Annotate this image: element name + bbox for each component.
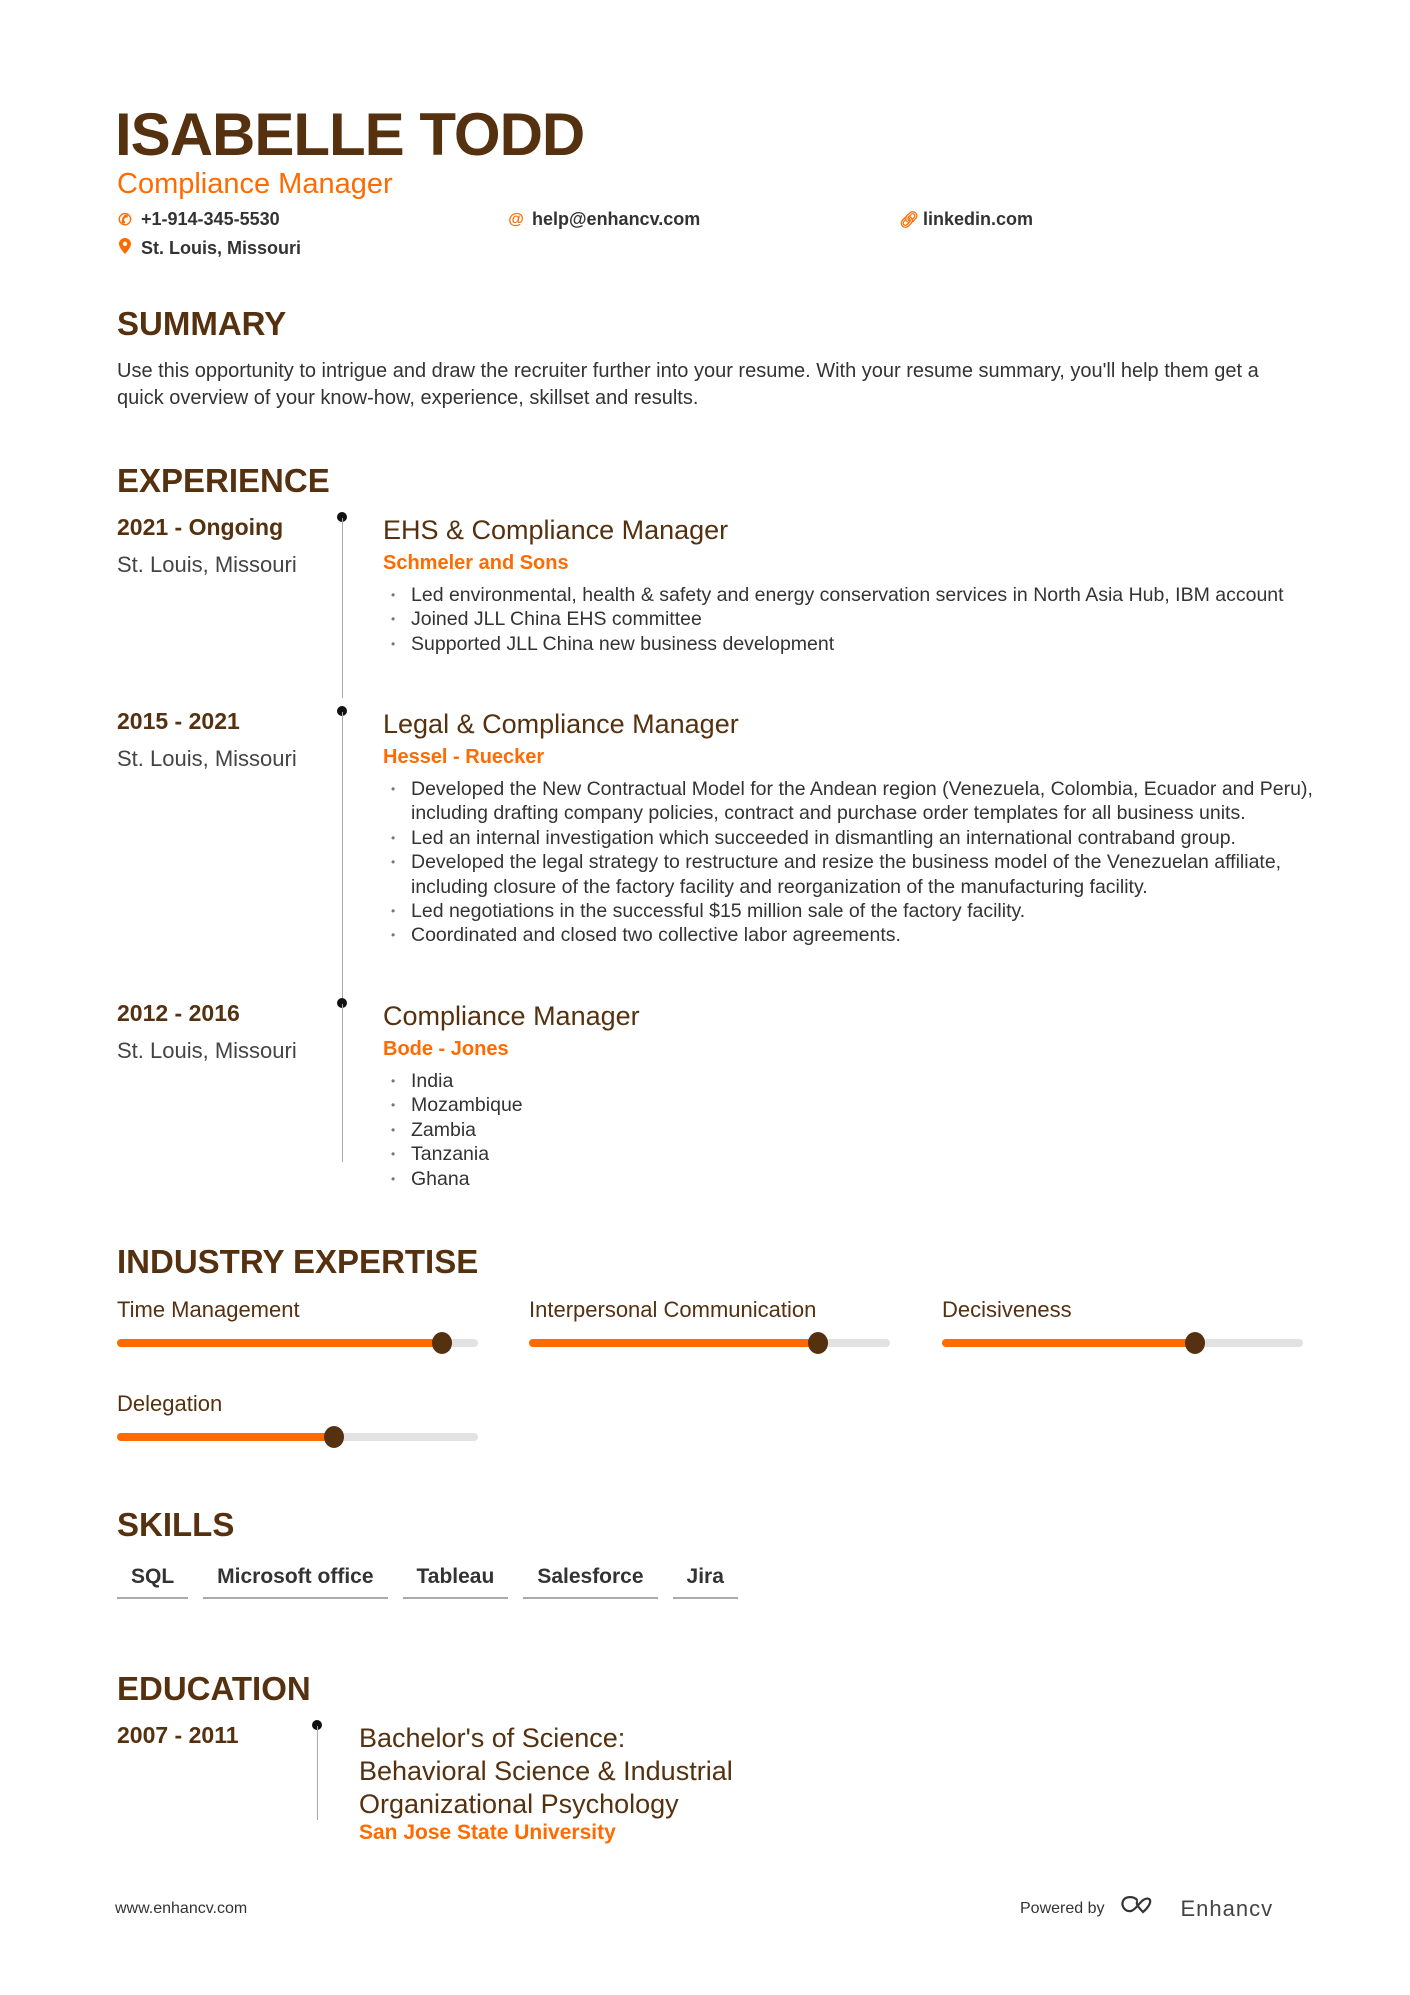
- job-bullet: • India: [383, 1069, 1323, 1093]
- job-bullet: • Coordinated and closed two collective labor agreements.: [383, 923, 1323, 947]
- expertise-heading: INDUSTRY EXPERTISE: [117, 1243, 479, 1280]
- skill-tag: Salesforce: [523, 1565, 657, 1599]
- expertise-label: Decisiveness: [942, 1297, 1072, 1322]
- job-company: Hessel - Ruecker: [383, 746, 545, 768]
- phone-icon: ✆: [118, 211, 132, 229]
- skills-list: [117, 1565, 738, 1599]
- skill-tag: Microsoft office: [203, 1565, 387, 1599]
- timeline-line: [342, 518, 343, 698]
- job-bullet: • Led an internal investigation which succeeded in dismantling an international contraband group.: [383, 826, 1323, 850]
- education-dates: 2007 - 2011: [117, 1722, 239, 1748]
- summary-text: Use this opportunity to intrigue and draw the recruiter further into your resume. With your resume summary, you'll help them get a quick overview of your know-how, experience, skillset and results.: [117, 360, 1259, 409]
- job-bullet: • Supported JLL China new business development: [383, 632, 1323, 656]
- job-bullet: • Tanzania: [383, 1142, 1323, 1166]
- job-location: St. Louis, Missouri: [117, 552, 297, 577]
- expertise-item: [942, 1297, 1303, 1347]
- enhancv-logo-icon: [1119, 1893, 1167, 1924]
- at-icon: @: [508, 210, 524, 228]
- expertise-knob: [1185, 1332, 1205, 1354]
- contact-email[interactable]: [508, 209, 700, 230]
- expertise-item: [117, 1297, 478, 1347]
- footer-website[interactable]: www.enhancv.com: [115, 1900, 248, 1917]
- expertise-item: [117, 1391, 478, 1441]
- job-company: Schmeler and Sons: [383, 552, 569, 574]
- skill-tag: SQL: [117, 1565, 188, 1599]
- skill-tag: Jira: [673, 1565, 738, 1599]
- expertise-item: [529, 1297, 890, 1347]
- skills-heading: SKILLS: [117, 1506, 235, 1543]
- expertise-fill: [117, 1339, 442, 1347]
- job-location: St. Louis, Missouri: [117, 746, 297, 771]
- enhancv-brand: Enhancv: [1180, 1895, 1274, 1921]
- job-bullets: [383, 1069, 1323, 1191]
- phone-text: +1-914-345-5530: [141, 209, 280, 229]
- candidate-role: Compliance Manager: [117, 168, 393, 200]
- job-bullet: • Developed the legal strategy to restructure and resize the business model of the Venezuelan affiliate, including closure of the factory facility and reorganization of the manufacturing facility.: [383, 850, 1323, 899]
- job-bullet: • Led negotiations in the successful $15 million sale of the factory facility.: [383, 899, 1323, 923]
- job-company: Bode - Jones: [383, 1038, 509, 1060]
- timeline-line: [317, 1726, 318, 1820]
- expertise-label: Time Management: [117, 1297, 300, 1322]
- contact-phone: [117, 209, 280, 230]
- job-dates: 2012 - 2016: [117, 1000, 240, 1026]
- job-title: Legal & Compliance Manager: [383, 709, 739, 739]
- expertise-knob: [324, 1426, 344, 1448]
- job-bullet: • Mozambique: [383, 1093, 1323, 1117]
- job-bullet: • Developed the New Contractual Model for the Andean region (Venezuela, Colombia, Ecuador and Peru), including drafting company policies, contract and purchase order templates for all business units.: [383, 777, 1323, 826]
- footer-branding: [1020, 1893, 1273, 1924]
- expertise-knob: [808, 1332, 828, 1354]
- job-bullets: [383, 583, 1323, 656]
- powered-by-text: Powered by: [1020, 1899, 1105, 1917]
- expertise-fill: [529, 1339, 818, 1347]
- education-degree: Bachelor's of Science: Behavioral Science & Industrial Organizational Psychology: [359, 1723, 733, 1819]
- expertise-label: Interpersonal Communication: [529, 1297, 817, 1322]
- timeline-line: [342, 712, 343, 998]
- experience-heading: EXPERIENCE: [117, 462, 330, 499]
- location-text: St. Louis, Missouri: [141, 238, 302, 258]
- job-title: EHS & Compliance Manager: [383, 515, 729, 545]
- expertise-fill: [942, 1339, 1195, 1347]
- education-heading: EDUCATION: [117, 1670, 311, 1707]
- link-text[interactable]: linkedin.com: [923, 209, 1034, 229]
- contact-link[interactable]: [899, 209, 1033, 230]
- expertise-bar: [117, 1433, 478, 1441]
- job-bullets: [383, 777, 1323, 948]
- email-text[interactable]: help@enhancv.com: [532, 209, 701, 229]
- expertise-bar: [529, 1339, 890, 1347]
- job-bullet: • Led environmental, health & safety and energy conservation services in North Asia Hub, IBM account: [383, 583, 1323, 607]
- job-title: Compliance Manager: [383, 1001, 640, 1031]
- job-bullet: • Ghana: [383, 1167, 1323, 1191]
- expertise-fill: [117, 1433, 334, 1441]
- job-dates: 2021 - Ongoing: [117, 514, 284, 540]
- skill-tag: Tableau: [403, 1565, 509, 1599]
- job-location: St. Louis, Missouri: [117, 1038, 297, 1063]
- expertise-label: Delegation: [117, 1391, 223, 1416]
- expertise-knob: [432, 1332, 452, 1354]
- link-icon: 🔗︎: [899, 211, 920, 229]
- expertise-bar: [942, 1339, 1303, 1347]
- candidate-name: ISABELLE TODD: [115, 101, 585, 168]
- job-dates: 2015 - 2021: [117, 708, 240, 734]
- job-bullet: • Zambia: [383, 1118, 1323, 1142]
- summary-heading: SUMMARY: [117, 305, 287, 342]
- expertise-bar: [117, 1339, 478, 1347]
- job-bullet: • Joined JLL China EHS committee: [383, 607, 1323, 631]
- location-pin-icon: [117, 238, 133, 259]
- timeline-line: [342, 1004, 343, 1162]
- education-school: San Jose State University: [359, 1821, 616, 1844]
- contact-location: [117, 238, 301, 259]
